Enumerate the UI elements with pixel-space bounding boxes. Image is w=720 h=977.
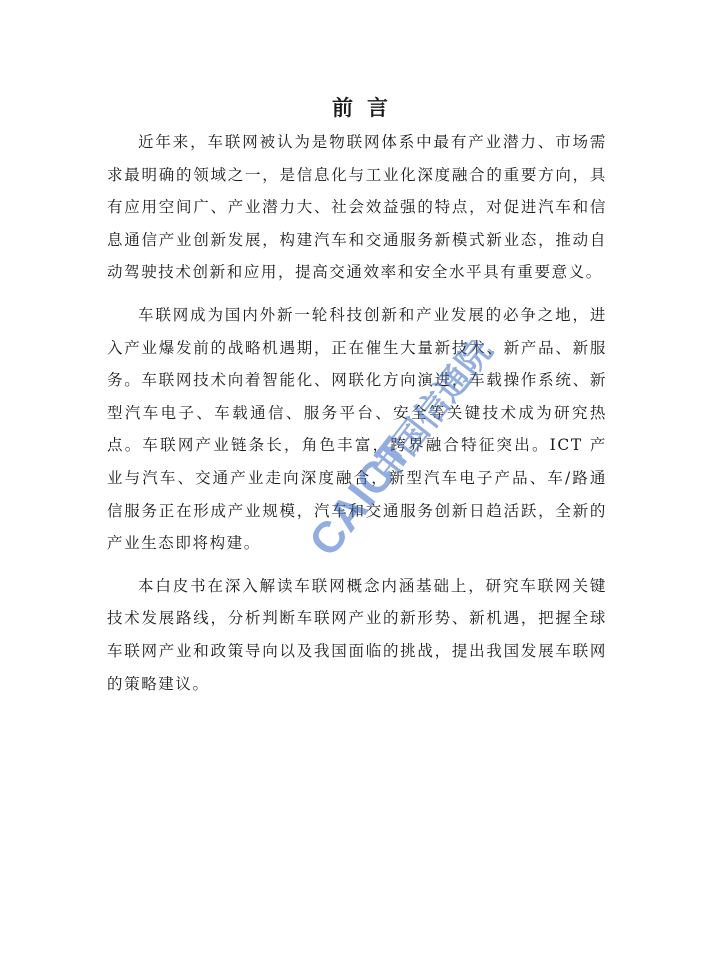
body-text: [107, 126, 607, 710]
paragraph-1: 近年来，车联网被认为是物联网体系中最有产业潜力、市场需求最明确的领域之一，是信息化与工业化深度融合的重要方向，具有应用空间广、产业潜力大、社会效益强的特点，对促进汽车和信息通信产业创新发展，构建汽车和交通服务新模式新业态，推动自动驾驶技术创新和应用，提高交通效率和安全水平具有重要意义。: [107, 133, 607, 282]
paragraph-2: 车联网成为国内外新一轮科技创新和产业发展的必争之地，进入产业爆发前的战略机遇期，正在催生大量新技术、新产品、新服务。车联网技术向着智能化、网联化方向演进，车载操作系统、新型汽车电子、车载通信、服务平台、安全等关键技术成为研究热点。车联网产业链条长，角色丰富，跨界融合特征突出。ICT 产业与汽车、交通产业走向深度融合，新型汽车电子产品、车/路通信服务正在形成产业规模，汽车和交通服务创新日趋活跃，全新的产业生态即将构建。: [107, 305, 607, 553]
watermark-chinese: 中国信通院: [364, 340, 501, 490]
watermark-latin: CAICT: [299, 429, 422, 566]
paragraph-3: 本白皮书在深入解读车联网概念内涵基础上，研究车联网关键技术发展路线，分析判断车联网产业的新形势、新机遇，把握全球车联网产业和政策导向以及我国面临的挑战，提出我国发展车联网的策略建议。: [107, 576, 607, 693]
page-title: 前言: [332, 95, 402, 120]
